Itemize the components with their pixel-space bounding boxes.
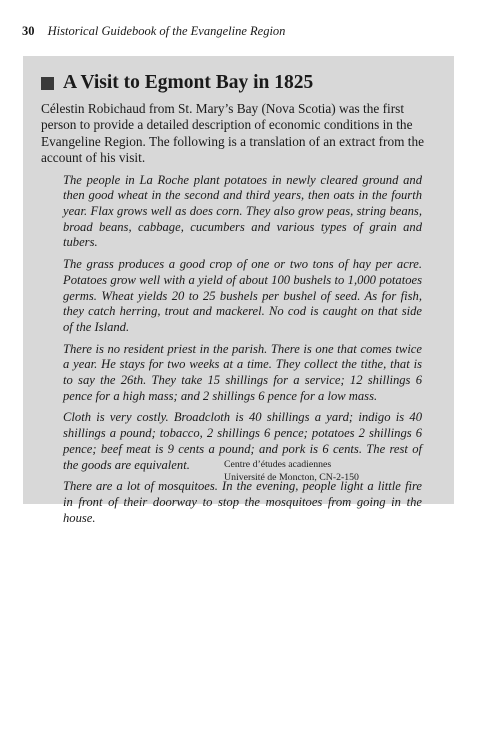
sidebar-box — [23, 56, 454, 525]
square-bullet-icon — [41, 77, 54, 90]
source-credit — [224, 459, 359, 484]
quote-paragraph: The grass produces a good crop of one or two tons of hay per acre. Potatoes grow well with a yield of about 100 bushels to 1,000 potatoes germs. Wheat yields 20 to 25 bushels per bushel of seed. As for fish, they catch herring, trout and mackerel. No cod is caught on that side of the Island. — [63, 257, 422, 334]
running-title: Historical Guidebook of the Evangeline Region — [47, 24, 286, 38]
box-title — [41, 72, 438, 94]
quote-paragraph: There are a lot of mosquitoes. In the evening, people light a little fire in front of their doorway to stop the mosquitoes from going in the house. — [63, 479, 422, 525]
quote-paragraph: There is no resident priest in the parish. There is one that comes twice a year. He stays for two weeks at a time. They collect the tithe, that is to say the 26th. They take 15 shillings for a service; 12 shillings 6 pence for a high mass; and 2 shillings 6 pence for a low mass. — [63, 341, 422, 403]
quote-paragraph: The people in La Roche plant potatoes in newly cleared ground and then good wheat in the second and third years, then oats in the fourth year. Flax grows well as does corn. They also grow peas, string beans, broad beans, cabbage, cucumbers and various types of grain and tubers. — [63, 172, 422, 250]
source-line: Centre d’études acadiennes — [224, 459, 332, 470]
source-line: Université de Moncton, CN-2-150 — [224, 471, 359, 483]
intro-paragraph: Célestin Robichaud from St. Mary’s Bay (Nova Scotia) was the first person to provide a detailed description of economic conditions in the Evangeline Region. The following is a translation of an extract from the account of his visit. — [41, 101, 425, 166]
running-header — [22, 24, 285, 39]
page-number: 30 — [22, 24, 35, 38]
quote-paragraph: Cloth is very costly. Broadcloth is 40 shillings a yard; indigo is 40 shillings a pound; tobacco, 2 shillings 6 pence; potatoes 2 shillings 6 pence; beef meat is 9 cents a pound; and pork is 6 cents. The rest of the goods are equivalent. — [63, 410, 422, 472]
box-title-text: A Visit to Egmont Bay in 1825 — [63, 72, 314, 93]
